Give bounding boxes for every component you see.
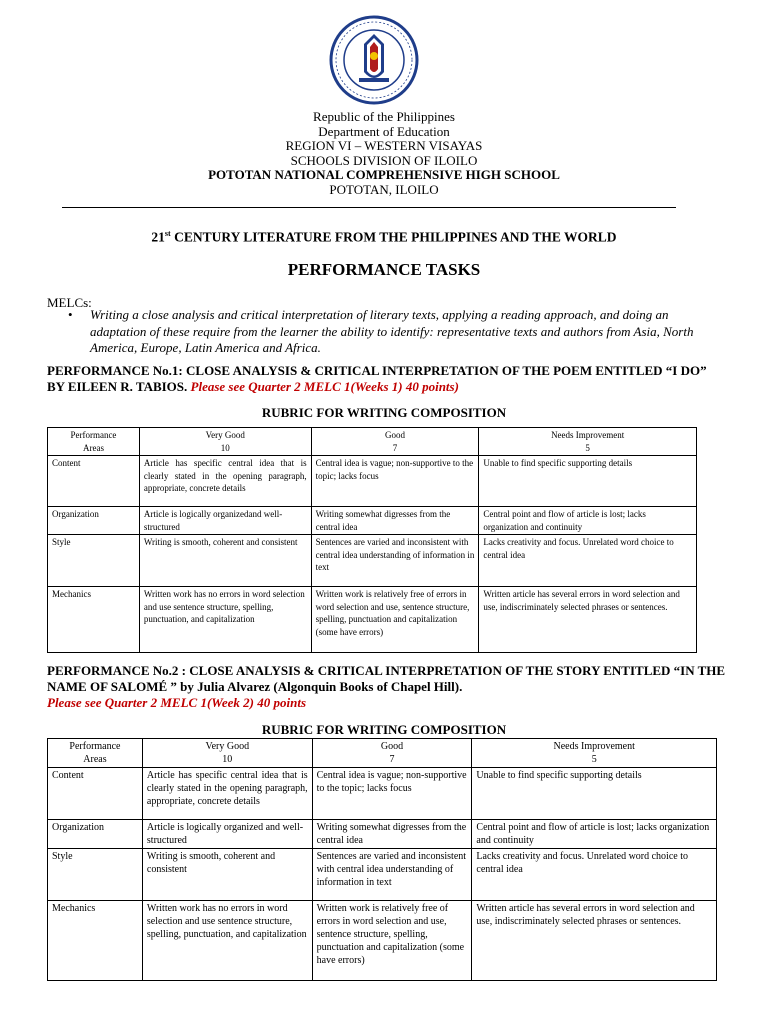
cell-very-good: Written work has no errors in word selection and use sentence structure, spelling, punctuation, and capitalization: [142, 901, 312, 981]
performance-1-text: PERFORMANCE No.1: CLOSE ANALYSIS & CRITICAL INTERPRETATION OF THE POEM ENTITLED “I DO” BY EILEEN R. TABIOS.: [47, 363, 707, 394]
cell-good: Written work is relatively free of errors in word selection and use, sentence structure, spelling, punctuation and capitalization (some have errors): [312, 901, 472, 981]
table-header-row: [48, 428, 697, 456]
cell-needs: Central point and flow of article is lost; lacks organization and continuity: [472, 820, 717, 849]
header-performance-areas: Performance Areas: [48, 428, 140, 456]
cell-good: Written work is relatively free of errors in word selection and use, sentence structure, spelling, punctuation and capitalization (some have errors): [311, 587, 479, 653]
cell-needs: Lacks creativity and focus. Unrelated word choice to central idea: [472, 849, 717, 901]
header-republic: Republic of the Philippines: [313, 109, 455, 124]
rubric-1-table: [47, 427, 697, 653]
header-needs-improvement: Needs Improvement 5: [479, 428, 697, 456]
cell-very-good: Writing is smooth, coherent and consistent: [139, 535, 311, 587]
header-needs-improvement: Needs Improvement 5: [472, 739, 717, 768]
table-row: [48, 456, 697, 507]
cell-very-good: Article has specific central idea that is clearly stated in the opening paragraph, appropriate, concrete details: [139, 456, 311, 507]
subject-prefix: 21: [151, 229, 165, 245]
melcs-item: Writing a close analysis and critical interpretation of literary texts, applying a reading approach, and doing an adaptation of these require from the learner the ability to identify: representative texts and authors from Asia, North America, Europe, Latin America and Africa.: [90, 307, 694, 355]
cell-needs: Lacks creativity and focus. Unrelated word choice to central idea: [479, 535, 697, 587]
cell-good: Writing somewhat digresses from the central idea: [311, 507, 479, 535]
table-row: [48, 507, 697, 535]
cell-area: Content: [48, 456, 140, 507]
cell-area: Style: [48, 535, 140, 587]
rubric-2-table: [47, 738, 717, 981]
cell-needs: Unable to find specific supporting details: [472, 768, 717, 820]
melcs-label: MELCs:: [47, 295, 92, 310]
header-location: POTOTAN, ILOILO: [329, 181, 439, 197]
cell-good: Central idea is vague; non-supportive to the topic; lacks focus: [311, 456, 479, 507]
cell-very-good: Article is logically organized and well-structured: [142, 820, 312, 849]
table-row: [48, 768, 717, 820]
cell-needs: Written article has several errors in word selection and use, indiscriminately selected phrases or sentences.: [472, 901, 717, 981]
cell-area: Style: [48, 849, 143, 901]
cell-needs: Written article has several errors in word selection and use, indiscriminately selected phrases or sentences.: [479, 587, 697, 653]
performance-2-text: PERFORMANCE No.2 : CLOSE ANALYSIS & CRITICAL INTERPRETATION OF THE STORY ENTITLED “IN THE NAME OF SALOMÉ ” by Julia Alvarez (Algonquin Books of Chapel Hill).: [47, 663, 726, 694]
performance-1-note: Please see Quarter 2 MELC 1(Weeks 1) 40 points): [190, 379, 459, 394]
cell-good: Sentences are varied and inconsistent with central idea understanding of information in text: [312, 849, 472, 901]
performance-2: [47, 663, 727, 711]
header-division: SCHOOLS DIVISION OF ILOILO: [290, 152, 478, 168]
table-row: [48, 849, 717, 901]
letterhead: [0, 110, 768, 197]
performance-2-note: Please see Quarter 2 MELC 1(Week 2) 40 points: [47, 695, 307, 710]
cell-area: Organization: [48, 507, 140, 535]
cell-area: Organization: [48, 820, 143, 849]
cell-very-good: Article has specific central idea that is clearly stated in the opening paragraph, appropriate, concrete details: [142, 768, 312, 820]
table-row: [48, 587, 697, 653]
cell-area: Mechanics: [48, 901, 143, 981]
header-divider: [62, 207, 676, 208]
cell-good: Sentences are varied and inconsistent with central idea understanding of information in text: [311, 535, 479, 587]
rubric-2-title: RUBRIC FOR WRITING COMPOSITION: [261, 722, 507, 737]
cell-area: Mechanics: [48, 587, 140, 653]
header-department: Department of Education: [318, 123, 450, 139]
cell-good: Writing somewhat digresses from the central idea: [312, 820, 472, 849]
deped-seal-logo: [329, 14, 419, 106]
header-good: Good 7: [312, 739, 472, 768]
cell-area: Content: [48, 768, 143, 820]
header-school: POTOTAN NATIONAL COMPREHENSIVE HIGH SCHOOL: [208, 167, 560, 182]
header-very-good: Very Good 10: [139, 428, 311, 456]
cell-very-good: Article is logically organizedand well-structured: [139, 507, 311, 535]
table-row: [48, 901, 717, 981]
table-row: [48, 535, 697, 587]
header-region: REGION VI – WESTERN VISAYAS: [285, 138, 483, 153]
cell-very-good: Writing is smooth, coherent and consistent: [142, 849, 312, 901]
cell-good: Central idea is vague; non-supportive to the topic; lacks focus: [312, 768, 472, 820]
header-very-good: Very Good 10: [142, 739, 312, 768]
subject-rest: CENTURY LITERATURE FROM THE PHILIPPINES AND THE WORLD: [170, 229, 617, 245]
table-row: [48, 820, 717, 849]
page-title: PERFORMANCE TASKS: [287, 260, 481, 279]
header-good: Good 7: [311, 428, 479, 456]
subject-title: [0, 229, 768, 246]
bullet-icon: •: [68, 307, 73, 322]
rubric-1-title: RUBRIC FOR WRITING COMPOSITION: [261, 405, 507, 420]
table-header-row: [48, 739, 717, 768]
cell-very-good: Written work has no errors in word selection and use sentence structure, spelling, punctuation, and capitalization: [139, 587, 311, 653]
cell-needs: Unable to find specific supporting details: [479, 456, 697, 507]
subject-sup: st: [164, 229, 171, 238]
header-performance-areas: Performance Areas: [48, 739, 143, 768]
cell-needs: Central point and flow of article is lost; lacks organization and continuity: [479, 507, 697, 535]
performance-1: [47, 363, 727, 395]
